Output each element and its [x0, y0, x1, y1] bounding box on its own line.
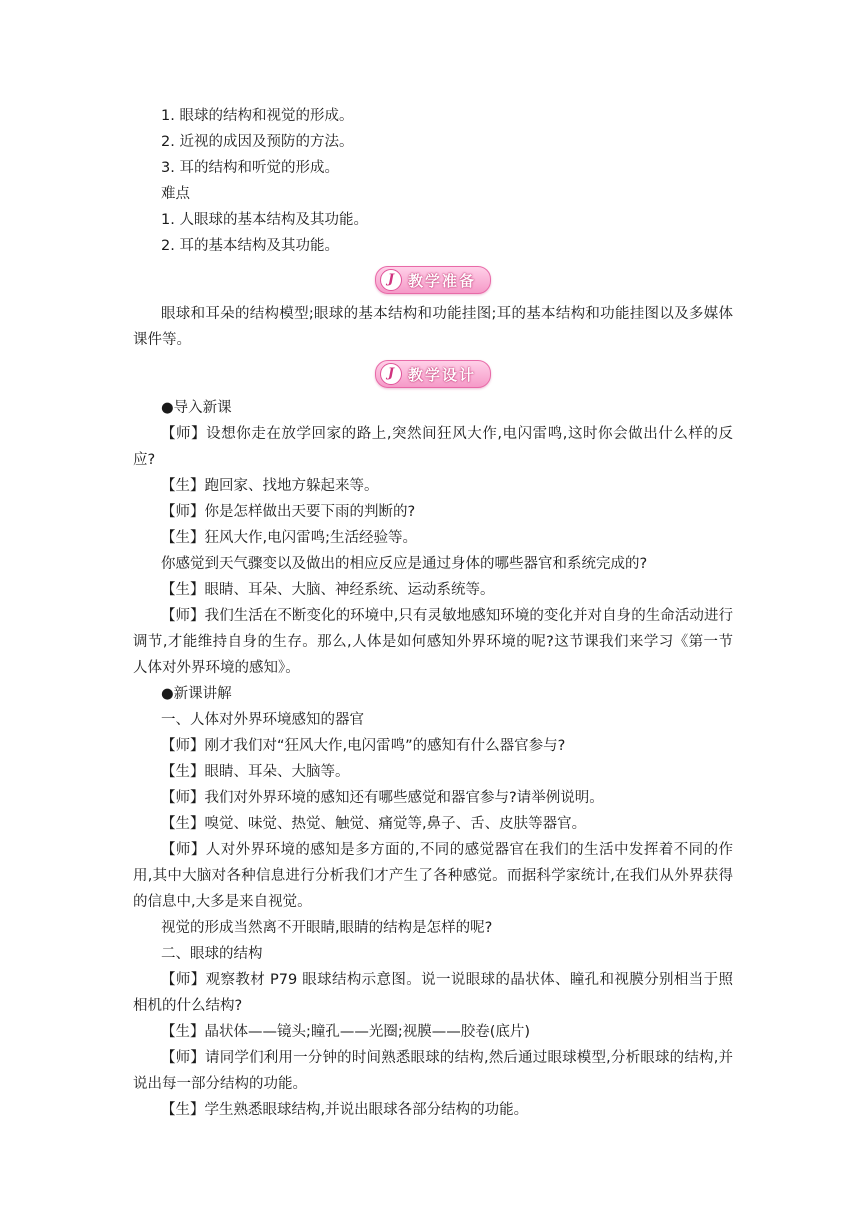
dialogue-paragraph: 【生】眼睛、耳朵、大脑、神经系统、运动系统等。 [161, 582, 495, 598]
document-body [133, 103, 748, 1123]
prep-text: 眼球和耳朵的结构模型;眼球的基本结构和功能挂图;耳的基本结构和功能挂图以及多媒体课件等。 [133, 306, 733, 348]
section-badge [375, 266, 491, 294]
section-header-design [133, 355, 733, 393]
dialogue-paragraph: 【生】晶状体——镜头;瞳孔——光圈;视膜——胶卷(底片) [161, 1024, 531, 1040]
focus-item: 2. 近视的成因及预防的方法。 [161, 134, 354, 150]
dialogue-paragraph: 【师】刚才我们对“狂风大作,电闪雷鸣”的感知有什么器官参与? [161, 738, 566, 754]
dialogue-paragraph: 【师】人对外界环境的感知是多方面的,不同的感觉器官在我们的生活中发挥着不同的作用,其中大脑对各种信息进行分析我们才产生了各种感觉。而据科学家统计,在我们从外界获得的信息中,大多是来自视觉。 [133, 842, 733, 910]
section-badge [375, 360, 491, 388]
focus-item: 3. 耳的结构和听觉的形成。 [161, 160, 339, 176]
section-title: 教学设计 [407, 365, 476, 384]
dialogue-paragraph: 【师】观察教材 P79 眼球结构示意图。说一说眼球的晶状体、瞳孔和视膜分别相当于照相机的什么结构? [133, 972, 733, 1014]
dialogue-paragraph: 视觉的形成当然离不开眼睛,眼睛的结构是怎样的呢? [161, 920, 493, 936]
new-lesson-heading: ●新课讲解 [161, 686, 232, 702]
dialogue-paragraph: 【师】你是怎样做出天要下雨的判断的? [161, 504, 416, 520]
dialogue-paragraph: 【生】嗅觉、味觉、热觉、触觉、痛觉等,鼻子、舌、皮肤等器官。 [161, 816, 587, 832]
intro-heading: ●导入新课 [161, 400, 232, 416]
dialogue-paragraph: 【生】跑回家、找地方躲起来等。 [161, 478, 379, 494]
dialogue-paragraph: 【师】我们生活在不断变化的环境中,只有灵敏地感知环境的变化并对自身的生命活动进行调节,才能维持自身的生存。那么,人体是如何感知外界环境的呢?这节课我们来学习《第一节 人体对外界环境的感知》。 [133, 608, 748, 676]
dialogue-paragraph: 【师】我们对外界环境的感知还有哪些感觉和器官参与?请举例说明。 [161, 790, 604, 806]
dialogue-paragraph: 【生】学生熟悉眼球结构,并说出眼球各部分结构的功能。 [161, 1102, 529, 1118]
part1-heading: 一、人体对外界环境感知的器官 [161, 712, 364, 728]
dialogue-paragraph: 【生】眼睛、耳朵、大脑等。 [161, 764, 350, 780]
dialogue-paragraph: 【生】狂风大作,电闪雷鸣;生活经验等。 [161, 530, 417, 546]
section-header-prep [133, 261, 733, 299]
dialogue-paragraph: 你感觉到天气骤变以及做出的相应反应是通过身体的哪些器官和系统完成的? [161, 556, 648, 572]
difficulty-item: 1. 人眼球的基本结构及其功能。 [161, 212, 368, 228]
letter-j-icon: J [380, 269, 402, 291]
focus-item: 1. 眼球的结构和视觉的形成。 [161, 108, 354, 124]
letter-j-icon: J [380, 363, 402, 385]
difficulty-item: 2. 耳的基本结构及其功能。 [161, 238, 339, 254]
dialogue-paragraph: 【师】请同学们利用一分钟的时间熟悉眼球的结构,然后通过眼球模型,分析眼球的结构,并说出每一部分结构的功能。 [133, 1050, 733, 1092]
part2-heading: 二、眼球的结构 [161, 946, 263, 962]
section-title: 教学准备 [407, 271, 476, 290]
difficulty-title: 难点 [161, 186, 190, 202]
dialogue-paragraph: 【师】设想你走在放学回家的路上,突然间狂风大作,电闪雷鸣,这时你会做出什么样的反应? [133, 426, 733, 468]
